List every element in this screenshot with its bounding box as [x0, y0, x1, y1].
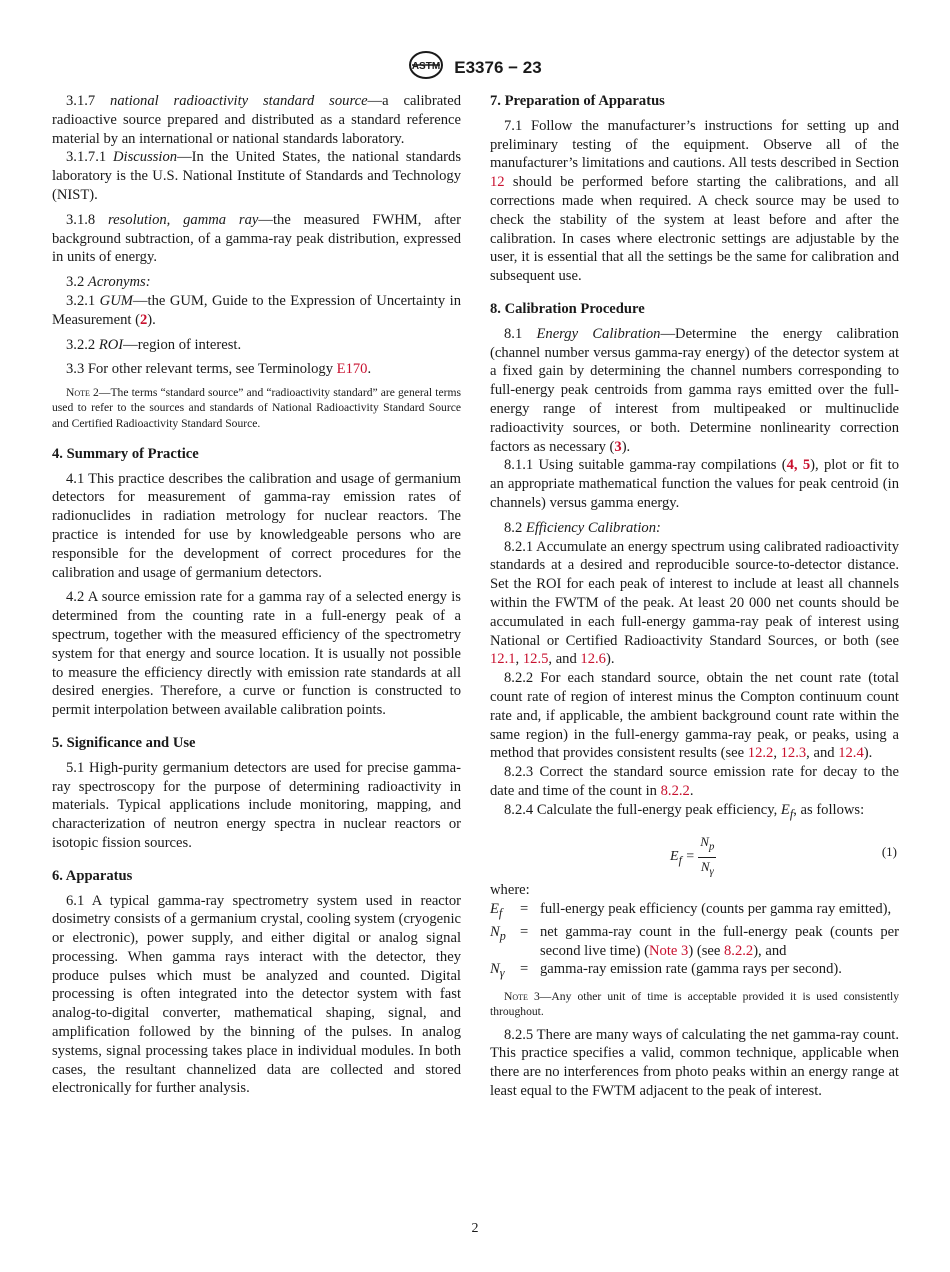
- para-6-1: 6.1 A typical gamma-ray spectrometry system used in reactor dosimetry consists of a germanium crystal, cooling system (cryogenic or electronic), power supply, and either digital or analog signal processing. When gamma rays interact with the detector, they produce pulses which must be analyzed and counted. Digital processing is often integrated into the detector system with fast analog-to-digital converter, mathematical shaping, signal, and amplification followed by the binning of the pulses. In analog systems, signal processing takes place in individual modules. In both cases, the resultant channelized data are collected and stored electronically for further analysis.: [52, 892, 461, 1097]
- note-2: Note 2—The terms “standard source” and “radioactivity standard” are general terms used to refer to the sources and standards of National Radioactivity Standard Source and Certified Radioactivity Standard Source.: [52, 386, 461, 430]
- para-4-2: 4.2 A source emission rate for a gamma ray of a selected energy is determined from the counting rate in a full-energy peak of a spectrum, together with the measured efficiency of the spectrometry system for that energy and source location. It is usually not possible to measure the efficiency directly with emission rate standards at all desired energies. Therefore, a curve or function is constructed to permit interpolation between available calibration points.: [52, 589, 461, 719]
- astm-logo: [408, 50, 444, 85]
- section-5-heading: 5. Significance and Use: [52, 734, 196, 751]
- right-column: [490, 92, 899, 1101]
- page-header: [0, 50, 950, 85]
- section-7-heading: 7. Preparation of Apparatus: [490, 93, 665, 109]
- para-8-1-1: 8.1.1 Using suitable gamma-ray compilations (4, 5), plot or fit to an appropriate mathematical function the values for peak centroid (in channels) versus gamma energy.: [490, 457, 900, 511]
- section-6-heading: 6. Apparatus: [52, 867, 133, 884]
- para-8-2-3: 8.2.3 Correct the standard source emission rate for decay to the date and time of the count in 8.2.2.: [490, 764, 899, 799]
- ref-4-5-link[interactable]: 4, 5: [786, 457, 811, 474]
- section-12-link[interactable]: 12: [490, 174, 505, 191]
- equation-number: (1): [881, 844, 897, 860]
- para-8-1: 8.1 Energy Calibration—Determine the energy calibration (channel number versus gamma-ray energy) of the detector system at a fixed gain by determining the channel numbers corresponding to full-energy peak centroids from gamma rays emitted over the full-energy range of interest from multipeaked or multinuclide radioactivity sources, or both. Determine nonlinearity correction factors as necessary (3).: [490, 325, 899, 455]
- para-5-1: 5.1 High-purity germanium detectors are used for precise gamma-ray spectroscopy for the purpose of determining radioactivity in materials. Typical applications include monitoring, mapping, and characterization of neutron energy spectra in nuclear reactors or isotopic fission sources.: [52, 759, 461, 851]
- ref-8-2-2-link[interactable]: 8.2.2: [660, 782, 690, 799]
- para-7-1: 7.1 Follow the manufacturer’s instructions for setting up and preliminary testing of the equipment. Observe all of the manufacturer’s limitations and cautions. All tests described in Section 12 should be performed before starting the calibrations, and all corrections made when required. A check source may be used to check the stability of the system at least before and after the calibration. In cases where electronic settings are adjustable by the user, it is essential that all the settings be the same for calibration and subsequent use.: [490, 117, 899, 285]
- para-8-2-4: 8.2.4 Calculate the full-energy peak efficiency, $E_f$, as follows:: [504, 801, 865, 821]
- equation-1: $E_f$ = $\frac{N_p}{N_\gamma}$ (1): [670, 834, 897, 878]
- para-3-1-7: 3.1.7 national radioactivity standard source—a calibrated radioactive source prepared and distributed as a standard reference material by an international or national standards laboratory.: [52, 93, 461, 147]
- para-3-1-8: 3.1.8 resolution, gamma ray—the measured FWHM, after background subtraction, of a gamma-ray peak distribution, expressed in units of energy.: [52, 211, 461, 266]
- section-4-heading: 4. Summary of Practice: [52, 445, 199, 462]
- svg-text:ASTM: ASTM: [412, 61, 441, 72]
- para-3-2-1: 3.2.1 GUM—the GUM, Guide to the Expression of Uncertainty in Measurement (2).: [52, 292, 461, 328]
- section-8-heading: 8. Calibration Procedure: [490, 300, 645, 317]
- ref-3-link[interactable]: 3: [614, 438, 622, 455]
- ref-2-link[interactable]: 2: [139, 311, 148, 328]
- para-3-1-7-1: 3.1.7.1 Discussion—In the United States, the national standards laboratory is the U.S. National Institute of Standards and Technology (NIST).: [52, 149, 462, 203]
- note-3-link[interactable]: Note 3: [649, 942, 689, 959]
- standard-designation: E3376 − 23: [454, 57, 542, 77]
- para-8-2-2: 8.2.2 For each standard source, obtain the net count rate (total count rate of region of interest minus the Compton continuum count rate and, if applicable, the ambient background count rate within the same region) in the full-energy gamma-ray peak, or peaks, using a method that provides consistent results (see 12.2, 12.3, and 12.4).: [490, 670, 899, 762]
- ref-12-2-link[interactable]: 12.2: [747, 745, 774, 762]
- definition-row: $N_\gamma$ = gamma-ray emission rate (gamma rays per second).: [490, 961, 842, 981]
- definition-row: $E_f$ = full-energy peak efficiency (counts per gamma ray emitted),: [490, 901, 892, 921]
- para-4-1: 4.1 This practice describes the calibration and usage of germanium detectors for measurement of gamma-ray emission rates of radionuclides in radiation metrology for nuclear reactors. The practice is intended for use by knowledgeable persons who are responsible for the development of correct procedures for the calibration and usage of germanium detectors.: [52, 470, 461, 581]
- ref-12-1-link[interactable]: 12.1: [490, 651, 516, 668]
- e170-link[interactable]: E170: [336, 361, 368, 378]
- page-number: 2: [471, 1221, 479, 1236]
- para-3-2-2: 3.2.2 ROI—region of interest.: [66, 336, 242, 353]
- ref-12-5-link[interactable]: 12.5: [522, 651, 549, 668]
- definition-row: $N_p$ = net gamma-ray count in the full-energy peak (counts per second live time) (Note 3) (see 8.2.2), and: [490, 923, 899, 959]
- ref-12-4-link[interactable]: 12.4: [838, 745, 864, 762]
- para-8-2: 8.2 Efficiency Calibration:: [504, 519, 661, 536]
- where-label: where:: [490, 882, 530, 899]
- para-8-2-1: 8.2.1 Accumulate an energy spectrum using calibrated radioactivity standards at a desired and reproducible source-to-detector distance. Set the ROI for each peak of interest to include at least all channels within the FWTM of the peak. At least 20 000 net counts should be accumulated in each full-energy gamma-ray peak of interest using National or Certified Radioactivity Standard Sources, or both (see 12.1, 12.5, and 12.6).: [490, 538, 899, 668]
- para-3-3: 3.3 For other relevant terms, see Terminology E170.: [66, 361, 372, 378]
- note-3: Note 3—Any other unit of time is acceptable provided it is used consistently throughout.: [490, 990, 899, 1019]
- ref-12-3-link[interactable]: 12.3: [780, 745, 807, 762]
- para-3-2: 3.2 Acronyms:: [66, 274, 151, 291]
- ref-8-2-2-link[interactable]: 8.2.2: [724, 942, 754, 959]
- para-8-2-5: 8.2.5 There are many ways of calculating the net gamma-ray count. This practice specifies a valid, common technique, applicable when there are no interferences from photo peaks within an energy range at least equal to the FWTM adjacent to the peak of interest.: [490, 1026, 899, 1099]
- ref-12-6-link[interactable]: 12.6: [580, 651, 606, 668]
- left-column: [52, 92, 461, 1098]
